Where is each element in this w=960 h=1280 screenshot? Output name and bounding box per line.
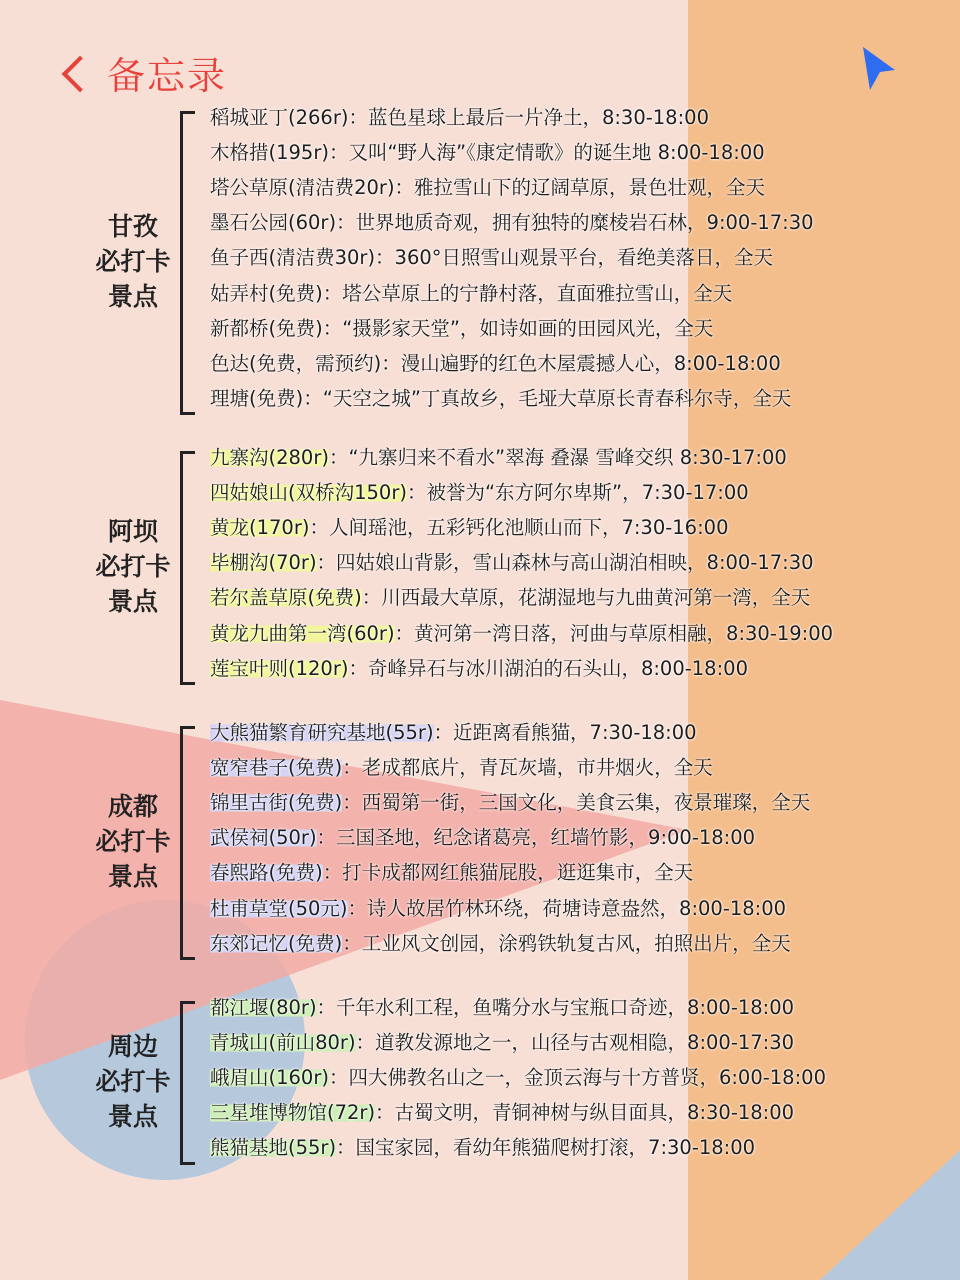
- attraction-desc: ：千年水利工程，鱼嘴分水与宝瓶口奇迹，8:00-18:00: [316, 996, 795, 1019]
- section-bracket: [180, 726, 195, 960]
- attraction-name: 四姑娘山(双桥沟150r): [210, 481, 407, 505]
- attraction-name: 九寨沟(280r): [210, 446, 329, 469]
- section-label-line: 景点: [107, 1101, 158, 1131]
- list-item: [210, 1030, 794, 1056]
- list-item: [210, 175, 765, 201]
- attraction-desc: ：工业风文创园，涂鸦铁轨复古风，拍照出片，全天: [342, 931, 791, 955]
- attraction-desc: ：近距离看熊猫，7:30-18:00: [433, 721, 697, 744]
- list-item: [210, 1065, 826, 1091]
- attraction-name: 三星堆博物馆(72r): [210, 1101, 376, 1125]
- attraction-name: 鱼子西(清洁费30r): [210, 246, 376, 270]
- attraction-desc: ：打卡成都网红熊猫屁股，逛逛集市，全天: [322, 861, 694, 885]
- attraction-desc: ：“天空之城”丁真故乡，毛垭大草原长青春科尔寺，全天: [303, 386, 792, 410]
- attraction-name: 锦里古街(免费): [210, 791, 343, 815]
- attraction-name: 理塘(免费): [210, 386, 304, 410]
- attraction-desc: ：360°日照雪山观景平台，看绝美落日，全天: [375, 246, 774, 270]
- list-item: [210, 386, 791, 412]
- list-item: [210, 755, 713, 781]
- list-item: [210, 105, 709, 131]
- attraction-name: 若尔盖草原(免费): [210, 586, 362, 610]
- list-item: [210, 995, 794, 1021]
- list-item: [210, 720, 697, 746]
- list-item: [210, 316, 713, 342]
- section-label-line: 必打卡: [95, 826, 171, 856]
- attraction-desc: ：漫山遍野的红色木屋震撼人心，8:00-18:00: [381, 351, 781, 375]
- list-item: [210, 550, 814, 576]
- attraction-name: 新都桥(免费): [210, 316, 323, 340]
- section-3: [0, 993, 960, 1169]
- attraction-desc: ：世界地质奇观，拥有独特的糜棱岩石林，9:00-17:30: [336, 211, 814, 235]
- section-label: [88, 789, 178, 894]
- section-label-line: 周边: [107, 1031, 158, 1061]
- attraction-name: 青城山(前山80r): [210, 1031, 356, 1055]
- attraction-name: 塔公草原(清洁费20r): [210, 176, 395, 200]
- attraction-name: 都江堰(80r): [210, 996, 317, 1019]
- attraction-desc: ：国宝家园，看幼年熊猫爬树打滚，7:30-18:00: [336, 1136, 756, 1160]
- list-item: [210, 351, 781, 377]
- attraction-desc: ：四大佛教名山之一，金顶云海与十方普贤，6:00-18:00: [328, 1066, 826, 1090]
- section-bracket: [180, 451, 195, 685]
- list-item: [210, 860, 693, 886]
- list-item: [210, 1135, 755, 1161]
- attraction-desc: ：古蜀文明，青铜神树与纵目面具，8:30-18:00: [375, 1101, 795, 1125]
- attraction-name: 宽窄巷子(免费): [210, 756, 343, 780]
- list-item: [210, 1100, 794, 1126]
- section-label-line: 必打卡: [95, 246, 171, 276]
- attraction-name: 黄龙(170r): [210, 516, 310, 540]
- list-item: [210, 656, 748, 682]
- list-item: [210, 931, 791, 957]
- section-label-line: 甘孜: [107, 211, 158, 241]
- attraction-name: 杜甫草堂(50元): [210, 896, 348, 920]
- section-1: [0, 443, 960, 689]
- attraction-name: 春熙路(免费): [210, 861, 323, 885]
- attraction-desc: ：雅拉雪山下的辽阔草原，景色壮观，全天: [394, 176, 766, 200]
- section-label-line: 景点: [107, 586, 158, 616]
- attraction-name: 姑弄村(免费): [210, 281, 323, 305]
- section-bracket: [180, 111, 195, 415]
- list-item: [210, 621, 833, 647]
- list-item: [210, 515, 728, 541]
- attraction-name: 毕棚沟(70r): [210, 551, 317, 575]
- attraction-desc: ：西蜀第一街，三国文化，美食云集，夜景璀璨，全天: [342, 791, 811, 815]
- attraction-name: 墨石公园(60r): [210, 211, 337, 235]
- list-item: [210, 281, 732, 307]
- attraction-desc: ：“摄影家天堂”，如诗如画的田园风光，全天: [322, 316, 714, 340]
- list-item: [210, 790, 810, 816]
- attraction-desc: ：诗人故居竹林环绕，荷塘诗意盎然，8:00-18:00: [347, 896, 787, 920]
- list-item: [210, 825, 755, 851]
- pointer-arrow-icon: [860, 44, 898, 94]
- attraction-name: 东郊记忆(免费): [210, 931, 343, 955]
- section-label-line: 必打卡: [95, 551, 171, 581]
- section-label-line: 成都: [107, 791, 158, 821]
- section-label: [88, 514, 178, 619]
- attraction-name: 武侯祠(50r): [210, 826, 317, 850]
- attraction-name: 大熊猫繁育研究基地(55r): [210, 721, 434, 744]
- list-item: [210, 445, 787, 471]
- list-item: [210, 245, 773, 271]
- attraction-desc: ：川西最大草原，花湖湿地与九曲黄河第一湾，全天: [361, 586, 811, 610]
- back-button[interactable]: [55, 47, 95, 97]
- attraction-name: 莲宝叶则(120r): [210, 656, 349, 680]
- section-label-line: 景点: [107, 861, 158, 891]
- attraction-name: 木格措(195r): [210, 141, 329, 165]
- list-item: [210, 896, 786, 922]
- attraction-desc: ：蓝色星球上最后一片净土，8:30-18:00: [348, 106, 709, 129]
- attraction-desc: ：奇峰异石与冰川湖泊的石头山，8:00-18:00: [348, 656, 748, 680]
- attraction-desc: ：人间瑶池，五彩钙化池顺山而下，7:30-16:00: [309, 516, 729, 540]
- list-item: [210, 480, 749, 506]
- attraction-name: 黄龙九曲第一湾(60r): [210, 621, 395, 645]
- attraction-desc: ：塔公草原上的宁静村落，直面雅拉雪山，全天: [322, 281, 733, 305]
- section-label: [88, 209, 178, 314]
- list-item: [210, 210, 814, 236]
- section-label-line: 必打卡: [95, 1066, 171, 1096]
- attraction-desc: ：三国圣地，纪念诸葛亮，红墙竹影，9:00-18:00: [316, 826, 756, 850]
- attraction-desc: ：黄河第一湾日落，河曲与草原相融，8:30-19:00: [394, 621, 834, 645]
- attraction-name: 稻城亚丁(266r): [210, 106, 349, 129]
- page-title: 备忘录: [107, 53, 228, 98]
- attraction-name: 熊猫基地(55r): [210, 1136, 337, 1160]
- section-2: [0, 718, 960, 964]
- section-bracket: [180, 1001, 195, 1165]
- attraction-name: 峨眉山(160r): [210, 1066, 329, 1090]
- attraction-desc: ：“九寨归来不看水”翠海 叠瀑 雪峰交织 8:30-17:00: [328, 446, 787, 469]
- list-item: [210, 585, 810, 611]
- attraction-desc: ：又叫“野人海”《康定情歌》的诞生地 8:00-18:00: [328, 141, 765, 165]
- section-label-line: 景点: [107, 281, 158, 311]
- section-label-line: 阿坝: [107, 516, 158, 546]
- attraction-desc: ：被誉为“东方阿尔卑斯”，7:30-17:00: [406, 481, 749, 505]
- section-0: [0, 103, 960, 419]
- app-header: [55, 44, 227, 100]
- list-item: [210, 140, 765, 166]
- attraction-name: 色达(免费，需预约): [210, 351, 382, 375]
- attraction-desc: ：四姑娘山背影，雪山森林与高山湖泊相映，8:00-17:30: [316, 551, 814, 575]
- attraction-desc: ：老成都底片，青瓦灰墙，市井烟火，全天: [342, 756, 713, 780]
- section-label: [88, 1029, 178, 1134]
- attraction-desc: ：道教发源地之一，山径与古观相隐，8:00-17:30: [355, 1031, 795, 1055]
